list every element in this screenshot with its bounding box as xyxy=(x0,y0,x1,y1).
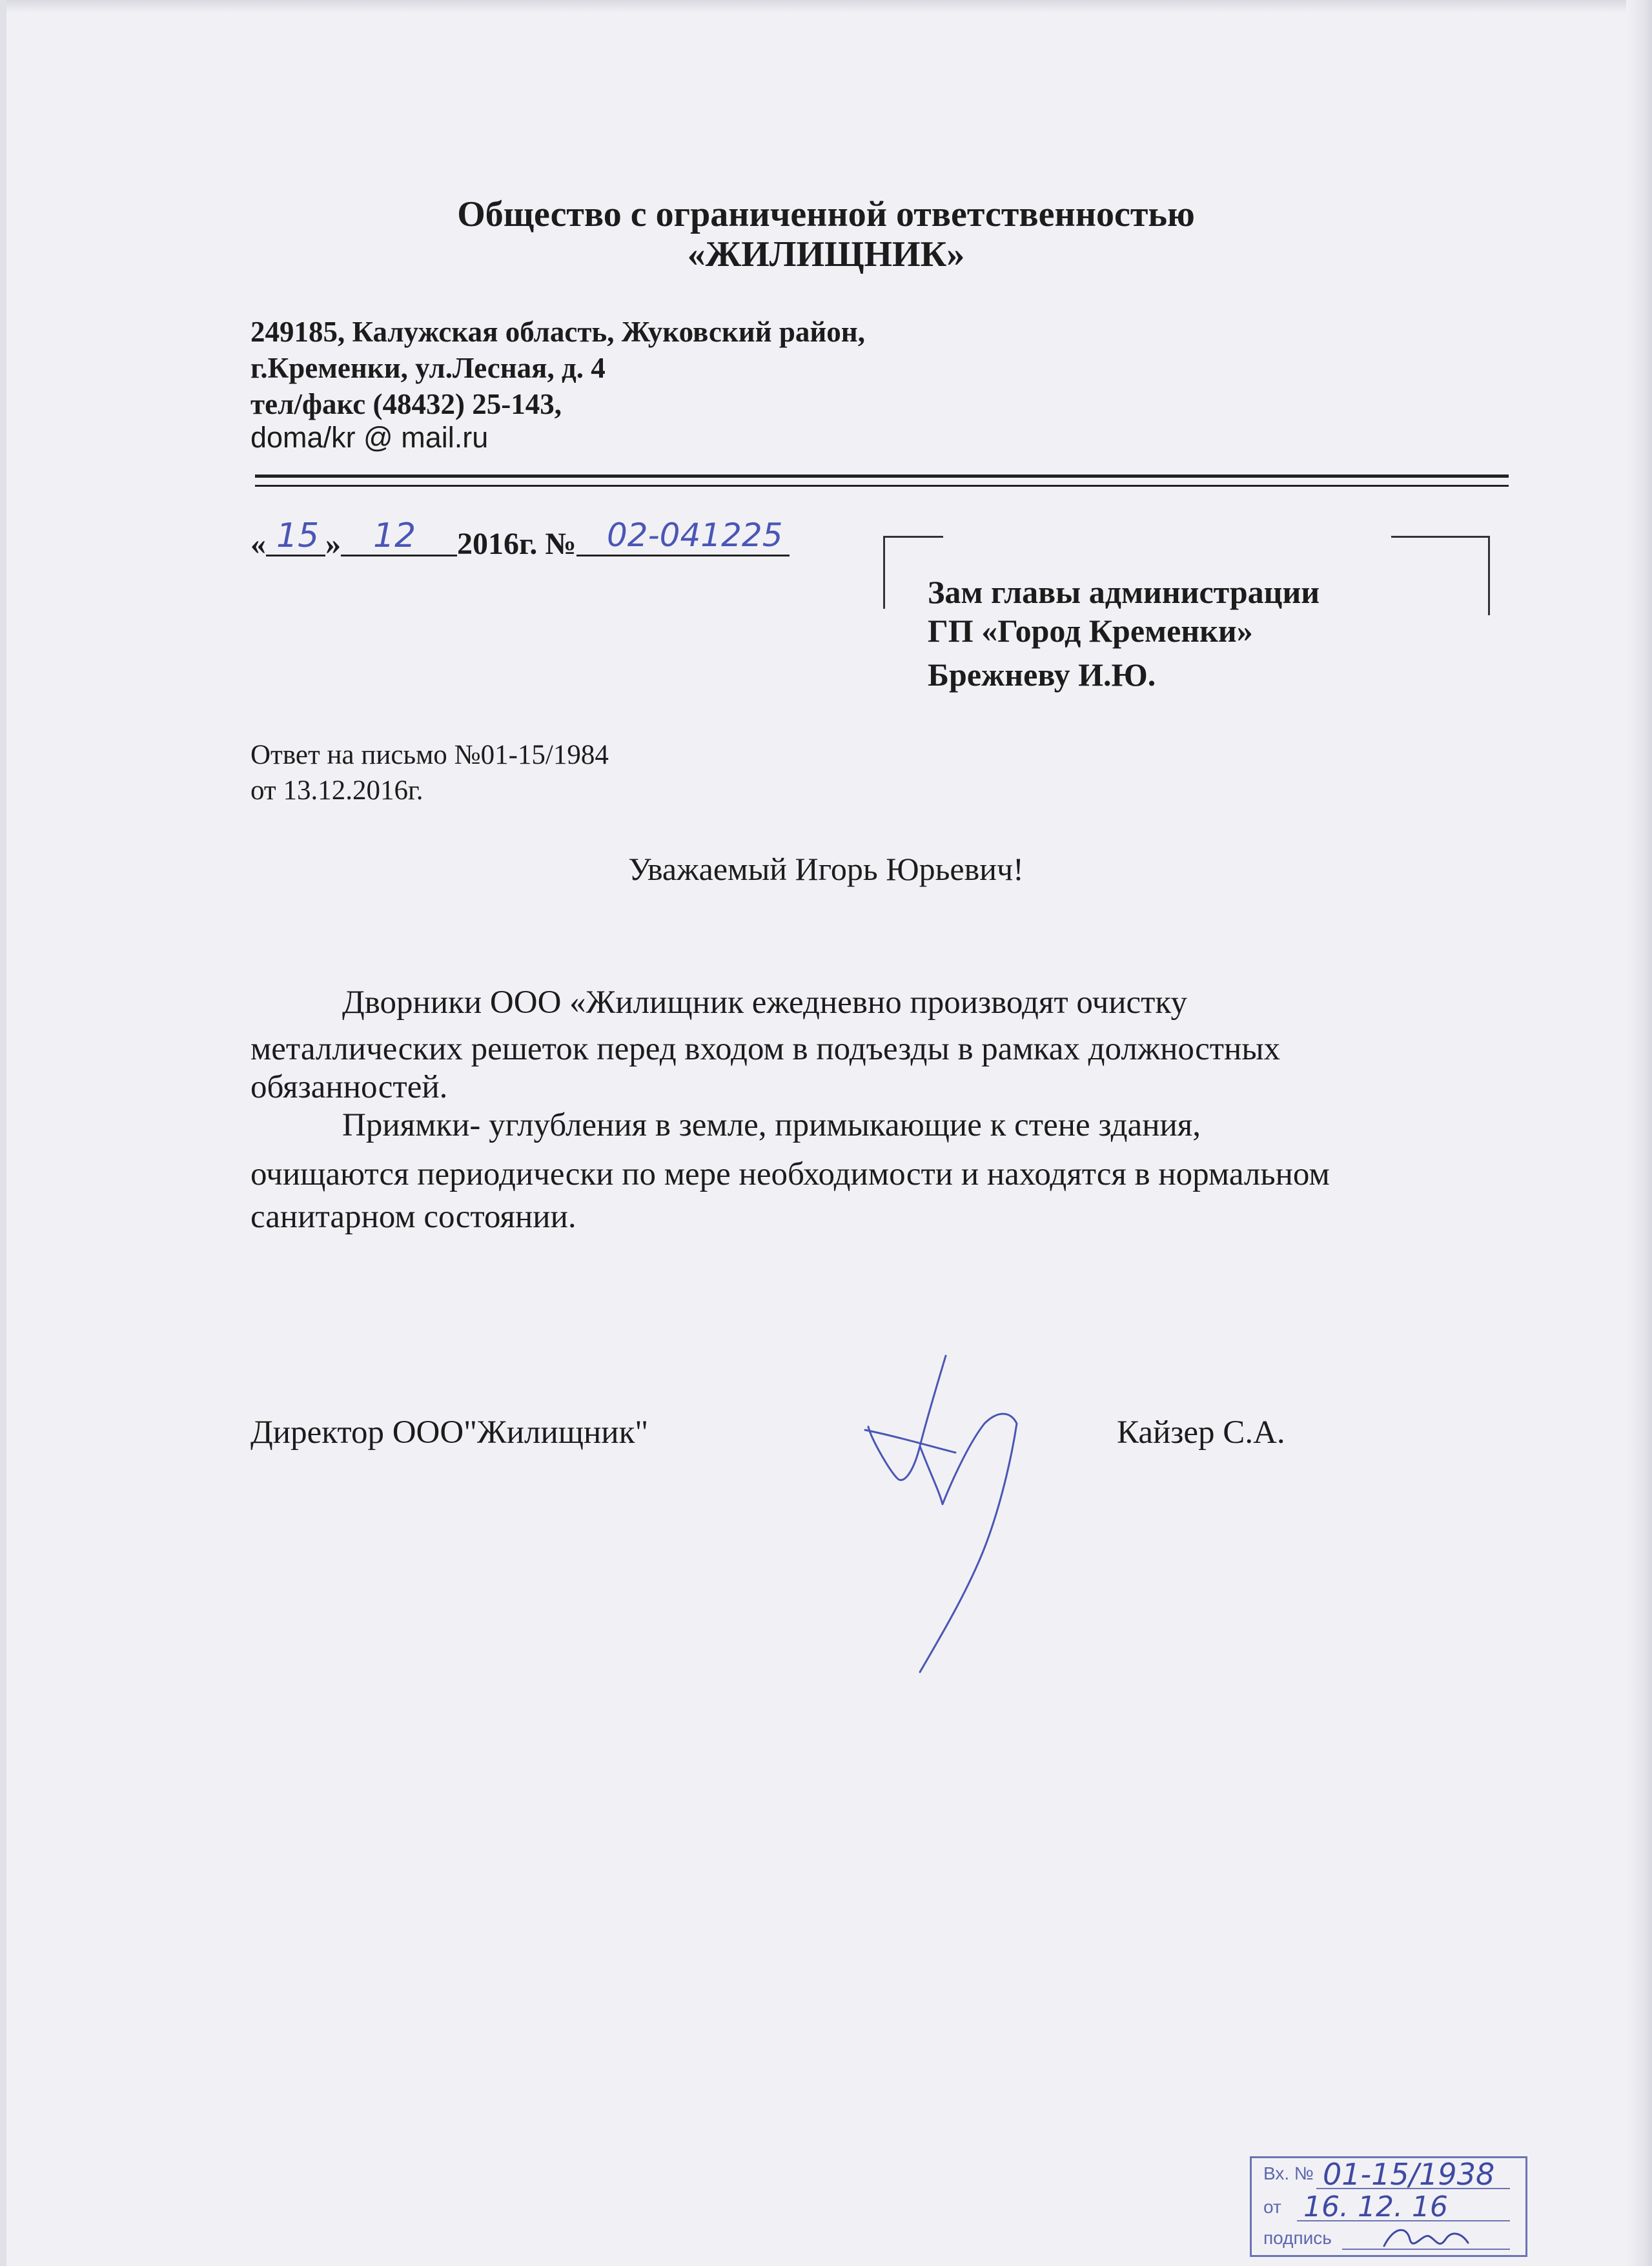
stamp-in-number: 01-15/1938 xyxy=(1323,2157,1495,2192)
reference-line2: от 13.12.2016г. xyxy=(250,775,423,806)
addressee-line1: Зам главы администрации xyxy=(928,574,1320,610)
addressee-bracket-right xyxy=(1391,536,1490,615)
stamp-from-label: от xyxy=(1263,2197,1281,2217)
org-name-line1: Общество с ограниченной ответственностью xyxy=(457,194,1195,234)
address-line1: 249185, Калужская область, Жуковский район, xyxy=(250,316,865,348)
letterhead-rule-thick xyxy=(255,475,1509,478)
body-p1-line3: обязанностей. xyxy=(250,1069,448,1105)
signer-name: Кайзер С.А. xyxy=(1117,1414,1285,1451)
body-p2-line3: санитарном состоянии. xyxy=(250,1199,576,1235)
scan-edge-top xyxy=(0,0,1652,13)
handwritten-signature xyxy=(859,1343,1052,1679)
address-line2: г.Кременки, ул.Лесная, д. 4 xyxy=(250,352,606,384)
handwritten-out-number: 02-041225 xyxy=(607,516,783,554)
phone-line: тел/факс (48432) 25-143, xyxy=(250,388,562,420)
body-p1-line1: Дворники ООО «Жилищник ежедневно производят очистку xyxy=(342,985,1187,1021)
body-p2-line1: Приямки- углубления в земле, примыкающие к стене здания, xyxy=(342,1107,1201,1143)
scan-edge-left xyxy=(0,0,6,2266)
email-line: doma/kr @ mail.ru xyxy=(250,421,489,454)
body-p2-line2: очищаются периодически по мере необходимости и находятся в нормальном xyxy=(250,1156,1330,1192)
open-quote: « xyxy=(250,527,266,561)
close-quote: » xyxy=(325,527,341,561)
signer-title: Директор ООО"Жилищник" xyxy=(250,1414,649,1451)
year-and-number-label: 2016г. № xyxy=(457,527,576,561)
scan-edge-right xyxy=(1626,0,1652,2266)
greeting: Уважаемый Игорь Юрьевич! xyxy=(628,851,1024,887)
stamp-signature-scribble xyxy=(1381,2220,1471,2255)
addressee-line3: Брежневу И.Ю. xyxy=(928,657,1156,693)
handwritten-day: 15 xyxy=(276,516,320,555)
stamp-from-date: 16. 12. 16 xyxy=(1303,2190,1448,2223)
stamp-in-label: Вх. № xyxy=(1263,2163,1314,2183)
letterhead-rule-thin xyxy=(255,485,1509,487)
stamp-signature-label: подпись xyxy=(1263,2228,1332,2248)
reference-line1: Ответ на письмо №01-15/1984 xyxy=(250,740,609,770)
handwritten-month: 12 xyxy=(373,516,416,555)
incoming-registration-stamp xyxy=(1250,2156,1527,2257)
addressee-line2: ГП «Город Кременки» xyxy=(928,613,1253,649)
body-p1-line2: металлических решеток перед входом в подъезды в рамках должностных xyxy=(250,1031,1281,1067)
org-name-line2: «ЖИЛИЩНИК» xyxy=(687,234,965,274)
